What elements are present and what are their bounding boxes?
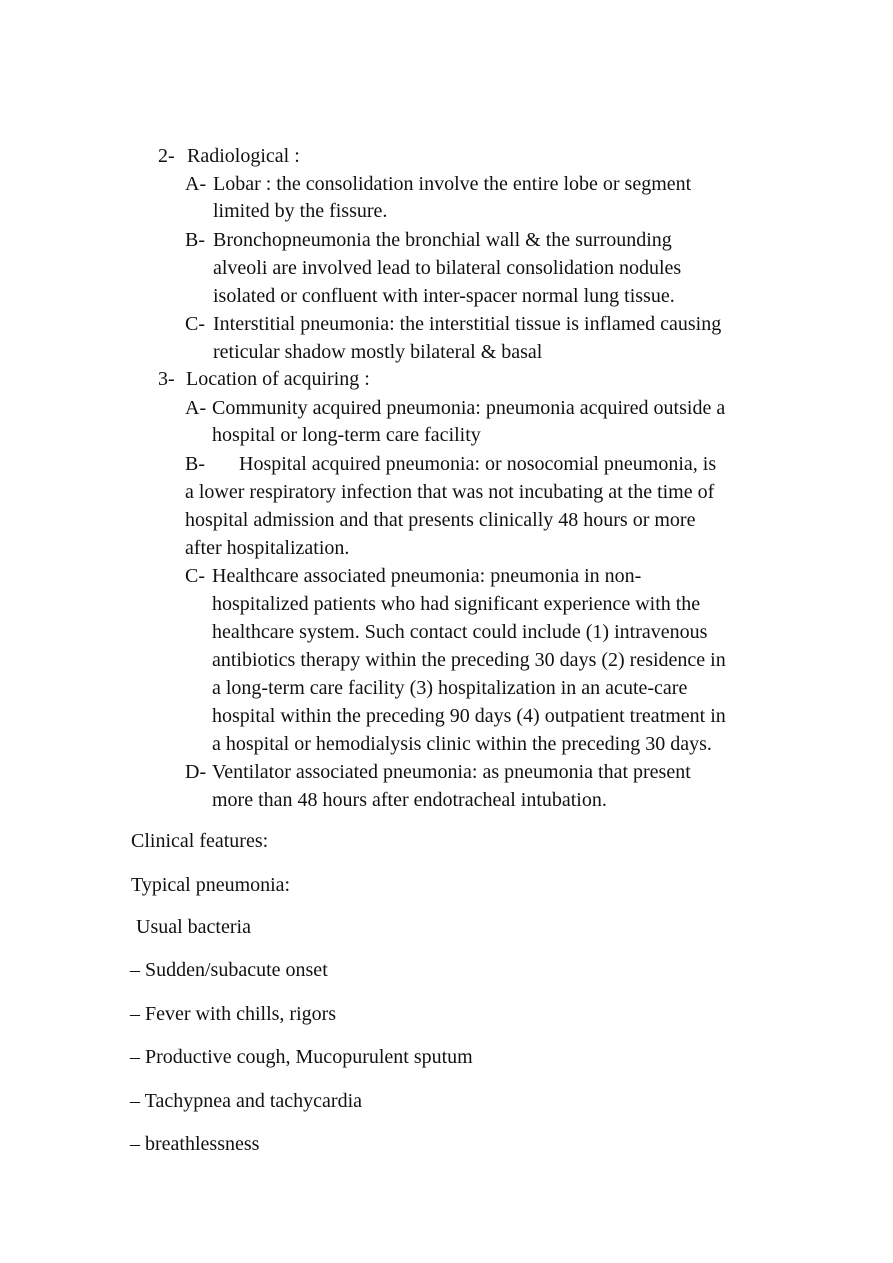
list-item-text: Hospital acquired pneumonia: or nosocomial pneumonia, is: [239, 453, 717, 475]
list-item-text: hospital or long-term care facility: [212, 424, 481, 446]
section-title: Location of acquiring :: [186, 368, 370, 390]
list-item-text: a lower respiratory infection that was not incubating at the time of: [185, 481, 715, 503]
list-item-text: Ventilator associated pneumonia: as pneumonia that present: [212, 761, 691, 783]
list-item-marker: C-: [185, 313, 205, 335]
list-item-text: Healthcare associated pneumonia: pneumonia in non-: [212, 565, 642, 587]
list-item-text: a hospital or hemodialysis clinic within the preceding 30 days.: [212, 733, 712, 755]
list-item-text: Interstitial pneumonia: the interstitial tissue is inflamed causing: [213, 313, 722, 335]
clinical-heading: Clinical features:: [131, 830, 269, 852]
list-item-marker: A-: [185, 397, 207, 419]
clinical-subheading: Typical pneumonia:: [131, 874, 291, 896]
list-item-marker: B-: [185, 229, 205, 251]
feature-item: – Sudden/subacute onset: [130, 959, 328, 981]
list-item-text: reticular shadow mostly bilateral & basal: [213, 341, 543, 363]
section-number: 3-: [158, 368, 175, 390]
clinical-subtitle: Usual bacteria: [136, 916, 251, 938]
list-item-text: healthcare system. Such contact could include (1) intravenous: [212, 621, 708, 643]
section-title: Radiological :: [187, 145, 300, 167]
list-item-marker: C-: [185, 565, 205, 587]
list-item-text: Community acquired pneumonia: pneumonia acquired outside a: [212, 397, 726, 419]
list-item-text: alveoli are involved lead to bilateral consolidation nodules: [213, 257, 682, 279]
list-item-marker: B-: [185, 453, 205, 475]
list-item-text: a long-term care facility (3) hospitalization in an acute-care: [212, 677, 688, 699]
list-item-marker: A-: [185, 173, 207, 195]
list-item-text: hospitalized patients who had significant experience with the: [212, 593, 701, 615]
feature-item: – breathlessness: [130, 1133, 260, 1155]
list-item-text: more than 48 hours after endotracheal intubation.: [212, 789, 607, 811]
feature-item: – Productive cough, Mucopurulent sputum: [130, 1046, 473, 1068]
list-item-marker: D-: [185, 761, 207, 783]
list-item-text: after hospitalization.: [185, 537, 350, 559]
list-item-text: Bronchopneumonia the bronchial wall & the surrounding: [213, 229, 672, 251]
section-heading-location: [158, 367, 370, 391]
list-item-text: limited by the fissure.: [213, 200, 388, 222]
list-item-text: antibiotics therapy within the preceding 30 days (2) residence in: [212, 649, 726, 671]
feature-item: – Tachypnea and tachycardia: [130, 1090, 363, 1112]
list-item-text: hospital admission and that presents clinically 48 hours or more: [185, 509, 696, 531]
feature-item: – Fever with chills, rigors: [130, 1003, 337, 1025]
list-item-text: hospital within the preceding 90 days (4) outpatient treatment in: [212, 705, 726, 727]
list-item-text: isolated or confluent with inter-spacer normal lung tissue.: [213, 285, 675, 307]
section-heading-radiological: [158, 144, 300, 168]
section-number: 2-: [158, 145, 175, 167]
list-item-text: Lobar : the consolidation involve the entire lobe or segment: [213, 173, 692, 195]
